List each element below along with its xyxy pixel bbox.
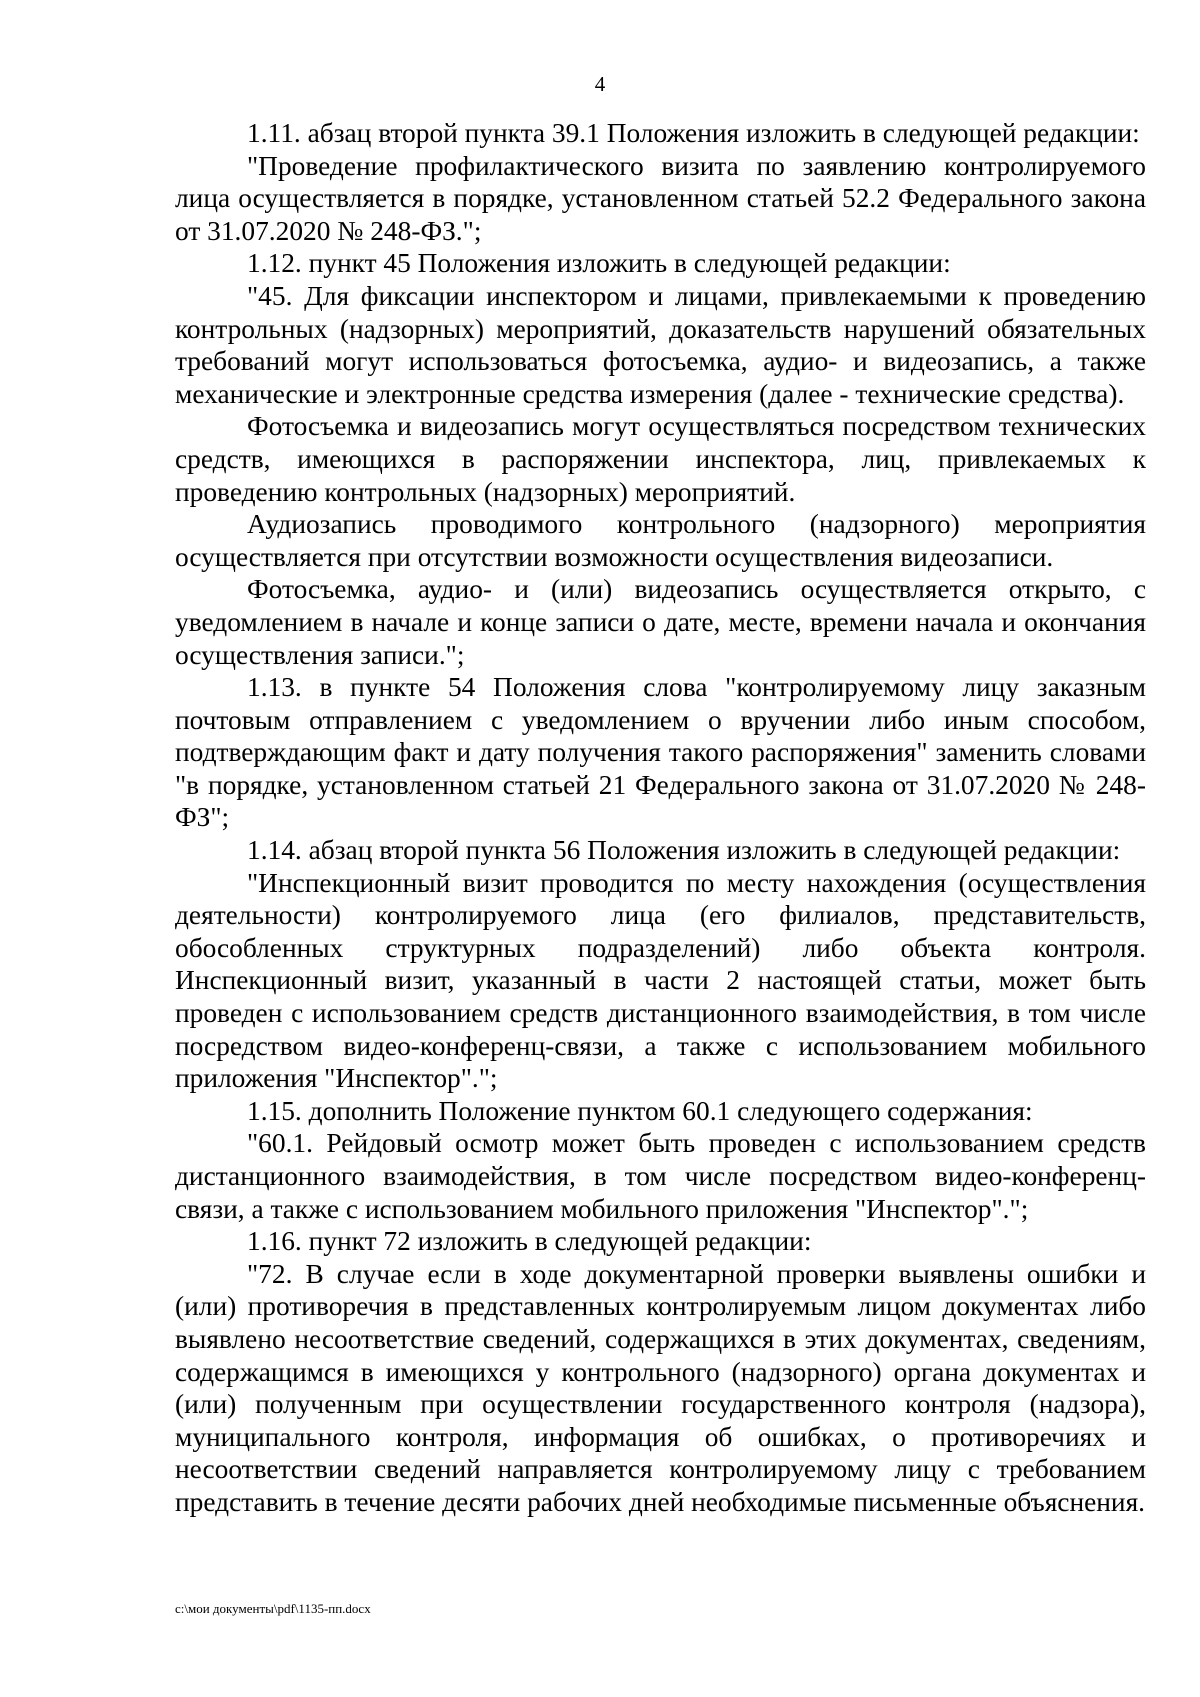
paragraph-1-15: 1.15. дополнить Положение пунктом 60.1 следующего содержания: (247, 1095, 1033, 1126)
paragraph-audio: Аудиозапись проводимого контрольного (надзорного) мероприятия осуществляется при отсутствии возможности осуществления видеозаписи. (175, 509, 1146, 572)
paragraph-1-16: 1.16. пункт 72 изложить в следующей редакции: (247, 1226, 812, 1257)
paragraph-1-11: 1.11. абзац второй пункта 39.1 Положения изложить в следующей редакции: (247, 118, 1140, 148)
paragraph-60-1-text: "60.1. Рейдовый осмотр может быть проведен с использованием средств дистанционного взаимодействия, в том числе посредством видео-конференц-связи, а также с использованием мобильного приложения "Инспектор"."; (175, 1128, 1146, 1224)
paragraph-39-1-text: "Проведение профилактического визита по заявлению контролируемого лица осуществляется в порядке, установленном статьей 52.2 Федерального закона от 31.07.2020 № 248-ФЗ."; (175, 150, 1146, 246)
page-number: 4 (594, 72, 606, 96)
paragraph-1-12: 1.12. пункт 45 Положения изложить в следующей редакции: (247, 248, 951, 279)
paragraph-photo-video: Фотосъемка и видеозапись могут осуществляться посредством технических средств, имеющихся в распоряжении инспектора, лиц, привлекаемых к проведению контрольных (надзорных) мероприятий. (175, 411, 1146, 507)
paragraph-1-14: 1.14. абзац второй пункта 56 Положения изложить в следующей редакции: (247, 835, 1121, 866)
paragraph-1-13: 1.13. в пункте 54 Положения слова "контролируемому лицу заказным почтовым отправлением с уведомлением о вручении либо иным способом, подтверждающим факт и дату получения такого распоряжения" заменить словами "в порядке, установленном статьей 21 Федерального закона от 31.07.2020 № 248-ФЗ"; (175, 672, 1146, 833)
paragraph-45-text: "45. Для фиксации инспектором и лицами, привлекаемыми к проведению контрольных (надзорных) мероприятий, доказательств нарушений обязательных требований могут использоваться фотосъемка, аудио- и видеозапись, а также механические и электронные средства измерения (далее - технические средства). (175, 280, 1146, 409)
footer-file-path: c:\мои документы\pdf\1135-пп.docx (175, 1601, 371, 1616)
paragraph-56-text: "Инспекционный визит проводится по месту нахождения (осуществления деятельности) контролируемого лица (его филиалов, представительств, обособленных структурных подразделений) либо объекта контроля. Инспекционный визит, указанный в части 2 настоящей статьи, может быть проведен с использованием средств дистанционного взаимодействия, в том числе посредством видео-конференц-связи, а также с использованием мобильного приложения "Инспектор"."; (175, 867, 1146, 1094)
paragraph-72-text: "72. В случае если в ходе документарной проверки выявлены ошибки и (или) противоречия в представленных контролируемым лицом документах либо выявлено несоответствие сведений, содержащихся в этих документах, сведениям, содержащимся в имеющихся у контрольного (надзорного) органа документах и (или) полученным при осуществлении государственного контроля (надзора), муниципального контроля, информация об ошибках, о противоречиях и несоответствии сведений направляется контролируемому лицу с требованием представить в течение десяти рабочих дней необходимые письменные объяснения. (175, 1258, 1146, 1517)
paragraph-open-recording: Фотосъемка, аудио- и (или) видеозапись осуществляется открыто, с уведомлением в начале и конце записи о дате, месте, времени начала и окончания осуществления записи."; (175, 574, 1146, 670)
document-body (175, 117, 1146, 1519)
